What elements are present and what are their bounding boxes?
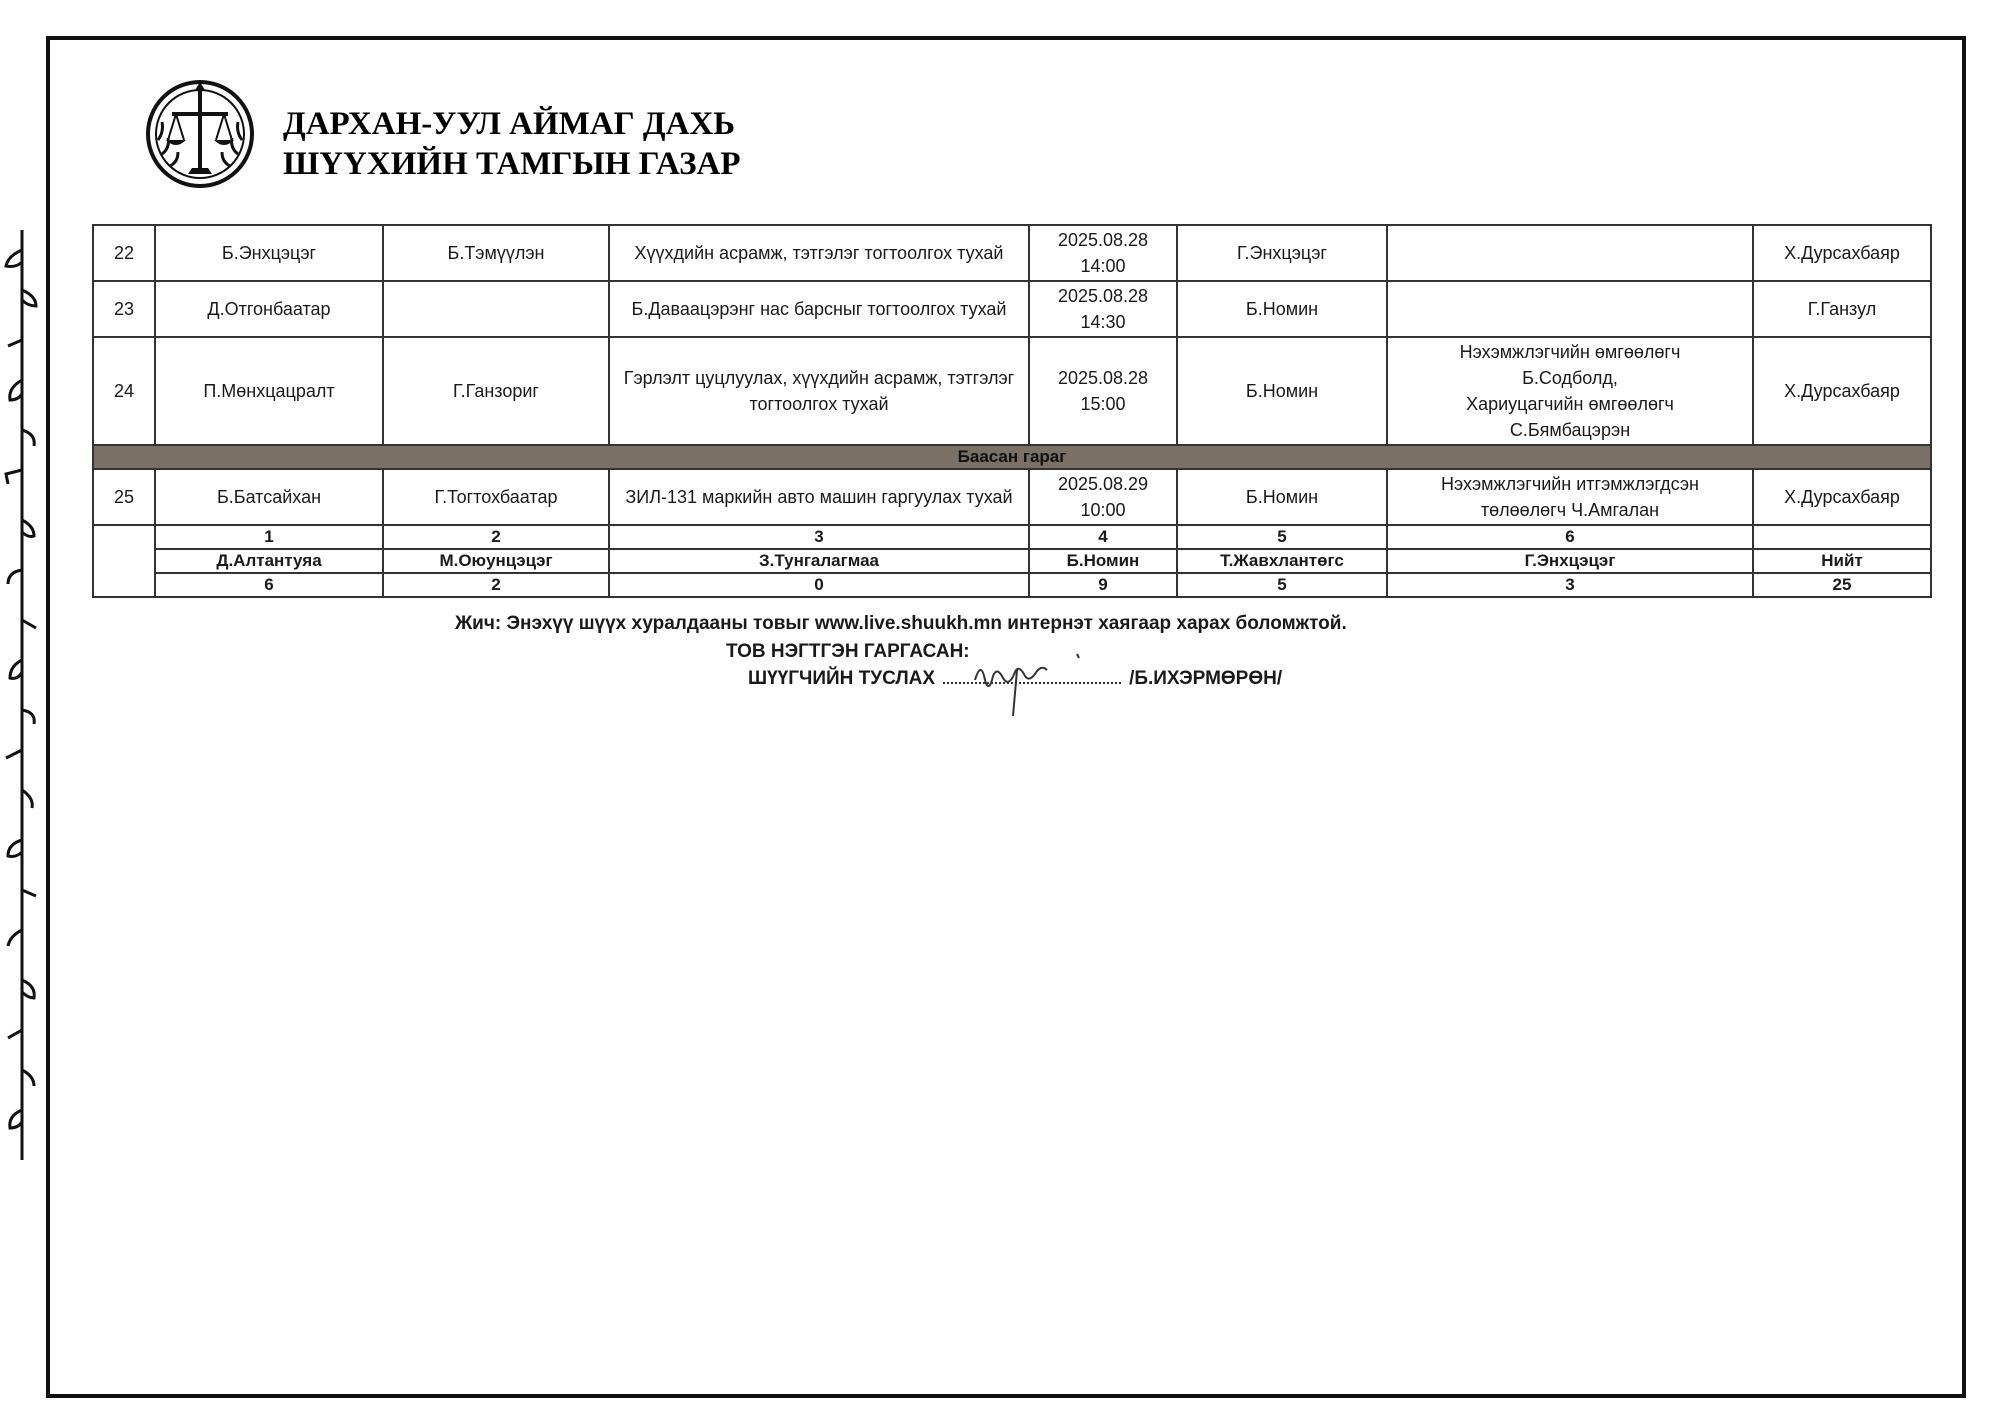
participant-line: Б.Содболд, (1522, 368, 1618, 388)
assistant-name: /Б.ИХЭРМӨРӨН/ (1129, 668, 1283, 689)
assistant-label: ШҮҮГЧИЙН ТУСЛАХ (748, 668, 936, 689)
hearing-date: 2025.08.28 (1057, 368, 1149, 388)
defendant: Г.Ганзориг (383, 337, 609, 445)
hearing-time: 14:30 (1080, 312, 1126, 332)
case-number: 25 (93, 469, 155, 525)
hearing-date: 2025.08.28 (1057, 230, 1149, 250)
secretary: Х.Дурсахбаяр (1753, 225, 1931, 281)
case-number: 23 (93, 281, 155, 337)
summary-index (1753, 525, 1931, 549)
day-separator-row (93, 445, 1931, 469)
hearing-date: 2025.08.29 (1057, 474, 1149, 494)
secretary: Г.Ганзул (1753, 281, 1931, 337)
judge: Б.Номин (1177, 337, 1387, 445)
participants (1387, 469, 1753, 525)
summary-index: 1 (155, 525, 383, 549)
summary-index-row (93, 525, 1931, 549)
case-subject: ЗИЛ-131 маркийн авто машин гаргуулах тухай (609, 469, 1029, 525)
case-number: 22 (93, 225, 155, 281)
scales-of-justice-emblem-icon (138, 70, 263, 195)
day-label: Баасан гараг (93, 445, 1931, 469)
hearing-time: 10:00 (1080, 500, 1126, 520)
summary-judge-name: Г.Энхцэцэг (1387, 549, 1753, 573)
hearing-datetime (1029, 469, 1177, 525)
hearing-time: 15:00 (1080, 394, 1126, 414)
case-subject: Гэрлэлт цуцлуулах, хүүхдийн асрамж, тэтгэлэг тогтоолгох тухай (609, 337, 1029, 445)
org-name-line2: ШҮҮХИЙН ТАМГЫН ГАЗАР (283, 146, 741, 182)
summary-index: 4 (1029, 525, 1177, 549)
vertical-mongolian-script (0, 230, 44, 1160)
case-subject: Б.Даваацэрэнг нас барсныг тогтоолгох тухай (609, 281, 1029, 337)
table-row (93, 225, 1931, 281)
plaintiff: Д.Отгонбаатар (155, 281, 383, 337)
case-subject: Хүүхдийн асрамж, тэтгэлэг тогтоолгох тухай (609, 225, 1029, 281)
defendant (383, 281, 609, 337)
participant-line: С.Бямбацэрэн (1509, 420, 1631, 440)
plaintiff: Б.Энхцэцэг (155, 225, 383, 281)
hearing-schedule (92, 224, 1930, 598)
summary-index: 2 (383, 525, 609, 549)
hearing-time: 14:00 (1080, 256, 1126, 276)
table-row (93, 469, 1931, 525)
summary-judge-name: Д.Алтантуяа (155, 549, 383, 573)
handwritten-signature (965, 640, 1115, 720)
plaintiff: П.Мөнхцацралт (155, 337, 383, 445)
judge: Б.Номин (1177, 281, 1387, 337)
summary-total-count: 25 (1753, 573, 1931, 597)
judge: Б.Номин (1177, 469, 1387, 525)
summary-total-label: Нийт (1753, 549, 1931, 573)
hearing-date: 2025.08.28 (1057, 286, 1149, 306)
secretary: Х.Дурсахбаяр (1753, 337, 1931, 445)
summary-count: 2 (383, 573, 609, 597)
defendant: Б.Тэмүүлэн (383, 225, 609, 281)
summary-count: 3 (1387, 573, 1753, 597)
summary-judge-name: Т.Жавхлантөгс (1177, 549, 1387, 573)
table-row (93, 281, 1931, 337)
summary-counts-row (93, 573, 1931, 597)
summary-count: 9 (1029, 573, 1177, 597)
summary-judge-name: Б.Номин (1029, 549, 1177, 573)
participant-line: төлөөлөгч Ч.Амгалан (1480, 500, 1660, 520)
summary-count: 5 (1177, 573, 1387, 597)
participant-line: Хариуцагчийн өмгөөлөгч (1466, 394, 1674, 414)
summary-count: 0 (609, 573, 1029, 597)
compiled-by-label: ТОВ НЭГТГЭН ГАРГАСАН: (726, 641, 970, 662)
participant-line: Нэхэмжлэгчийн өмгөөлөгч (1459, 342, 1681, 362)
secretary: Х.Дурсахбаяр (1753, 469, 1931, 525)
court-office-name (283, 104, 740, 184)
participant-line: Нэхэмжлэгчийн итгэмжлэгдсэн (1440, 474, 1699, 494)
hearing-datetime (1029, 337, 1177, 445)
summary-judge-name: М.Оюунцэцэг (383, 549, 609, 573)
participants (1387, 281, 1753, 337)
footer-note: Жич: Энэхүү шүүх хуралдааны товыг www.live.shuukh.mn интернэт хаягаар харах боломжтой. (455, 613, 1347, 634)
summary-index: 3 (609, 525, 1029, 549)
hearing-datetime (1029, 225, 1177, 281)
hearing-schedule-table (92, 224, 1932, 598)
summary-judge-name: З.Тунгалагмаа (609, 549, 1029, 573)
participants (1387, 337, 1753, 445)
table-row (93, 337, 1931, 445)
defendant: Г.Тогтохбаатар (383, 469, 609, 525)
summary-names-row (93, 549, 1931, 573)
participants (1387, 225, 1753, 281)
judge: Г.Энхцэцэг (1177, 225, 1387, 281)
summary-blank-cell (93, 525, 155, 597)
summary-index: 5 (1177, 525, 1387, 549)
plaintiff: Б.Батсайхан (155, 469, 383, 525)
summary-count: 6 (155, 573, 383, 597)
summary-index: 6 (1387, 525, 1753, 549)
case-number: 24 (93, 337, 155, 445)
org-name-line1: ДАРХАН-УУЛ АЙМАГ ДАХЬ (283, 106, 736, 142)
hearing-datetime (1029, 281, 1177, 337)
